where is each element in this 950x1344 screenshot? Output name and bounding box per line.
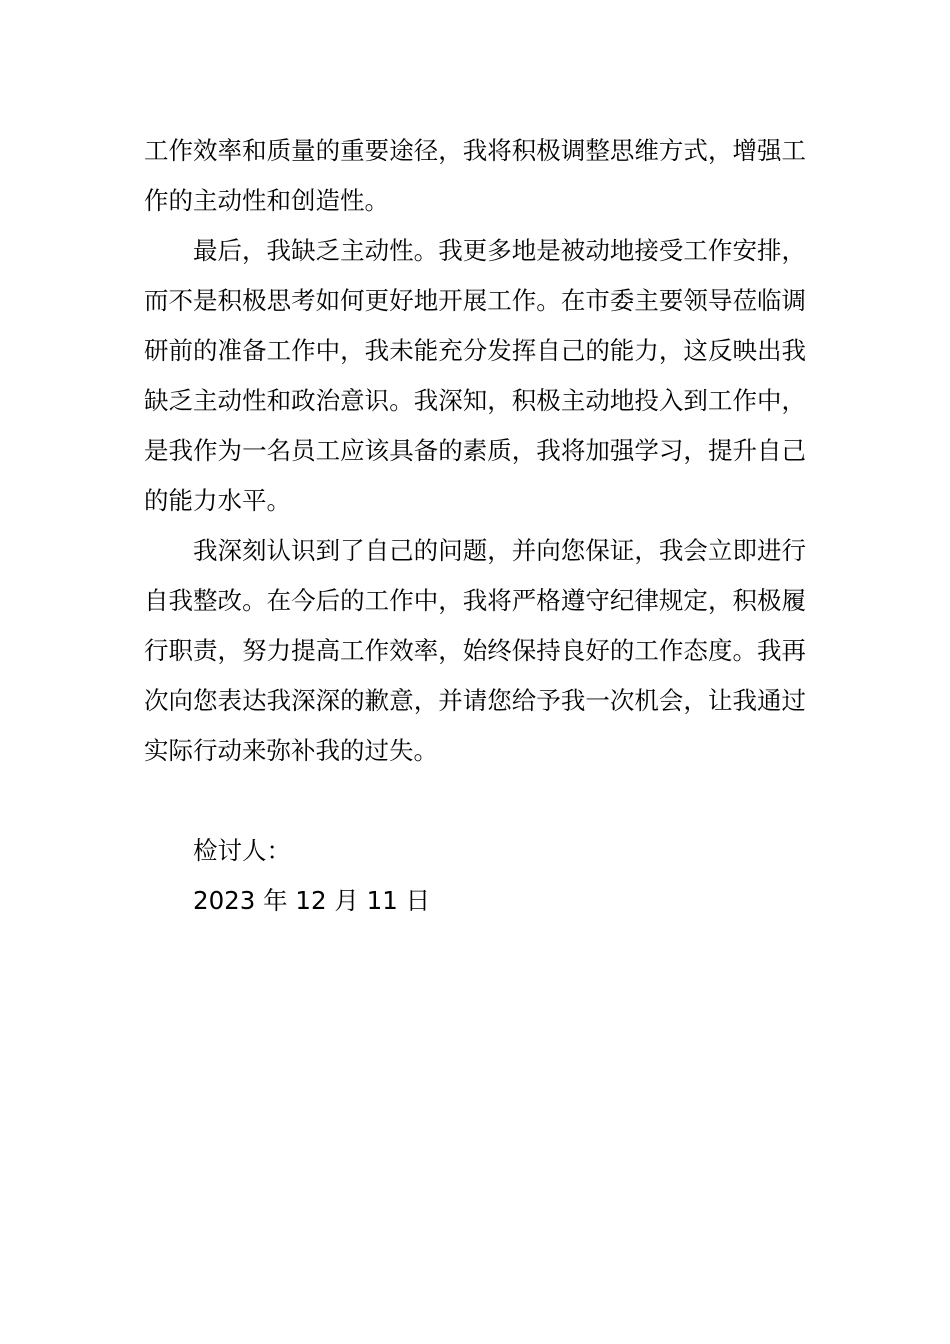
blank-line xyxy=(144,776,806,826)
paragraph-continuation: 工作效率和质量的重要途径，我将积极调整思维方式，增强工作的主动性和创造性。 xyxy=(144,136,806,215)
document-date: 2023 年 12 月 11 日 xyxy=(193,886,431,915)
paragraph-lack-of-initiative: 最后，我缺乏主动性。我更多地是被动地接受工作安排，而不是积极思考如何更好地开展工作。在市委主要领导莅临调研前的准备工作中，我未能充分发挥自己的能力，这反映出我缺乏主动性和政治意识。我深知，积极主动地投入到工作中，是我作为一名员工应该具备的素质，我将加强学习，提升自己的能力水平。 xyxy=(144,236,806,515)
paragraph-commitment: 我深刻认识到了自己的问题，并向您保证，我会立即进行自我整改。在今后的工作中，我将严格遵守纪律规定，积极履行职责，努力提高工作效率，始终保持良好的工作态度。我再次向您表达我深深的歉意，并请您给予我一次机会，让我通过实际行动来弥补我的过失。 xyxy=(144,536,806,765)
signature-label: 检讨人： xyxy=(193,836,291,865)
document-body xyxy=(144,126,806,926)
